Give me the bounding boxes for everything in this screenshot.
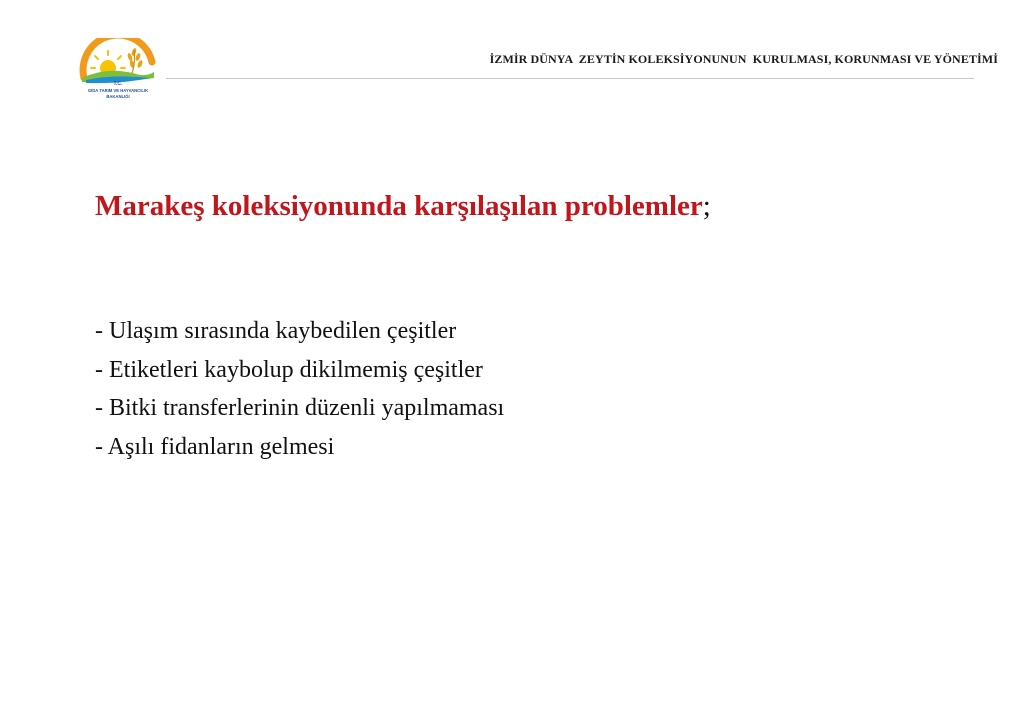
logo-ministry-name: GIDA TARIM VE HAYVANCILIK bbox=[87, 88, 149, 93]
sun-wheat-icon bbox=[78, 38, 158, 84]
slide-heading-semicolon: ; bbox=[702, 190, 711, 222]
list-item: - Bitki transferlerinin düzenli yapılmaması bbox=[95, 395, 505, 421]
list-item: - Aşılı fidanların gelmesi bbox=[95, 433, 335, 460]
slide-heading bbox=[95, 186, 735, 227]
logo-ministry-suffix: BAKANLIĞI bbox=[106, 94, 130, 99]
slide-heading-text: Marakeş koleksiyonunda karşılaşılan problemler bbox=[95, 190, 703, 222]
header-divider bbox=[166, 78, 974, 79]
problem-list bbox=[95, 312, 504, 466]
ministry-logo bbox=[78, 38, 158, 114]
list-item: - Ulaşım sırasında kaybedilen çeşitler bbox=[95, 318, 457, 344]
header-title: İZMİR DÜNYA ZEYTİN KOLEKSİYONUNUN KURULMASI, KORUNMASI VE YÖNETİMİ bbox=[489, 52, 998, 66]
list-item: - Etiketleri kaybolup dikilmemiş çeşitler bbox=[95, 356, 483, 383]
logo-tc-text: T.C. bbox=[113, 81, 123, 87]
